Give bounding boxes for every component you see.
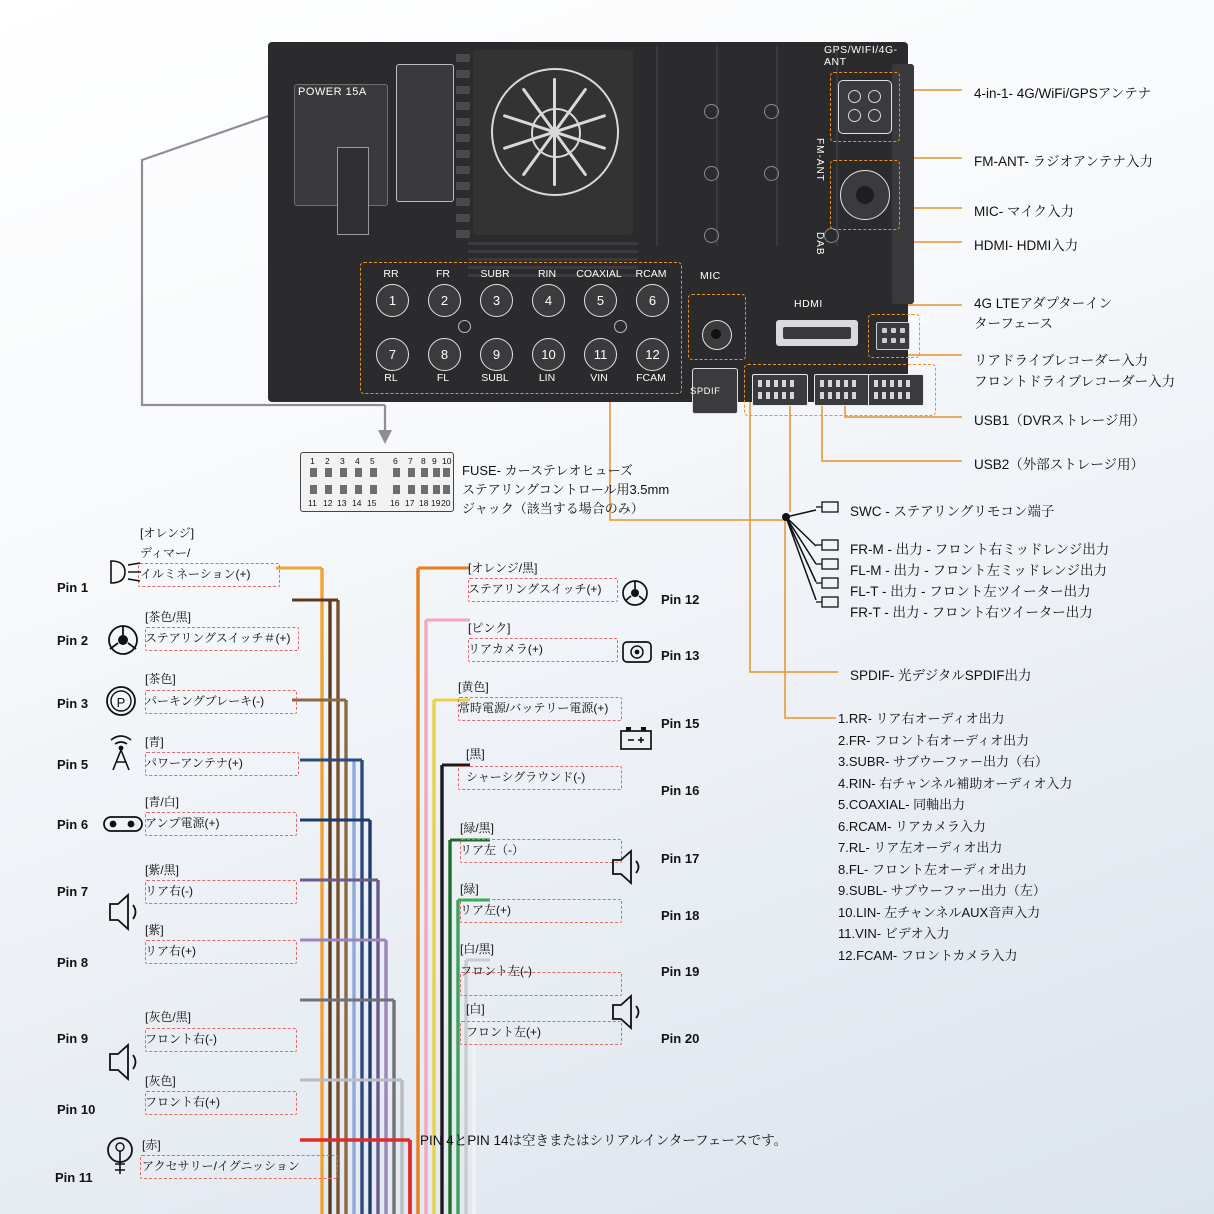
rca-jack-11: 11 [584, 338, 617, 371]
pin10-color: [灰色] [145, 1074, 176, 1088]
fuse-note-line1: FUSE- カーステレオヒューズ [462, 463, 633, 478]
rca-list-item: 9.SUBL- サブウーファー出力（左） [838, 883, 1046, 898]
fuse-pin-num: 7 [408, 456, 413, 466]
pin1-desc1: ディマー/ [140, 546, 191, 560]
swc-item-fl-t: FL-T - 出力 - フロント左ツイーター出力 [850, 584, 1091, 599]
pin6-label: Pin 6 [57, 817, 89, 832]
callout-4g-lte: 4G LTEアダプターイン ターフェース [974, 296, 1113, 331]
rca-jack-6: 6 [636, 284, 669, 317]
fm-antenna-label: FM-ANT [814, 138, 825, 182]
pin13-color: [ピンク] [468, 621, 511, 635]
rca-jack-9: 9 [480, 338, 513, 371]
hdmi-label: HDMI [794, 298, 823, 310]
pin16-label: Pin 16 [661, 783, 700, 798]
footnote: PIN 4とPIN 14は空きまたはシリアルインターフェースです。 [420, 1133, 788, 1148]
head-unit-body [268, 42, 931, 402]
rca-list-item: 11.VIN- ビデオ入力 [838, 926, 950, 941]
gps-wifi-4g-antenna-port [838, 80, 892, 134]
pin12-color: [オレンジ/黒] [468, 561, 538, 575]
usb-header-1 [752, 374, 808, 406]
pin17-label: Pin 17 [661, 851, 700, 866]
fuse-pin-num: 15 [367, 498, 377, 508]
fuse-pin-num: 18 [419, 498, 429, 508]
pin5-desc1: パワーアンテナ(+) [145, 756, 243, 770]
pin1-color: [オレンジ] [140, 526, 195, 540]
steering-wheel-icon [105, 622, 145, 662]
pin17-desc1: リア左（-） [460, 843, 524, 857]
pin13-desc1: リアカメラ(+) [468, 642, 543, 656]
pin1-desc2: イルミネーション(+) [140, 567, 251, 581]
fuse-pin-num: 1 [310, 456, 315, 466]
rca-jack-2: 2 [428, 284, 461, 317]
pin11-color: [赤] [142, 1138, 161, 1152]
power-connector [294, 84, 388, 206]
usb-header-2 [814, 374, 870, 406]
callout-front-dvr: フロントドライブレコーダー入力 [974, 374, 1176, 389]
pin15-label: Pin 15 [661, 716, 700, 731]
pin1-label: Pin 1 [57, 580, 89, 595]
rca-jack-3: 3 [480, 284, 513, 317]
rca-list-item: 12.FCAM- フロントカメラ入力 [838, 947, 1018, 963]
pin12-label: Pin 12 [661, 592, 700, 607]
rca-list-item: 7.RL- リア左オーディオ出力 [838, 840, 1003, 855]
fuse-pin-num: 3 [340, 456, 345, 466]
callout-hdmi: HDMI- HDMI入力 [974, 238, 1079, 253]
pin20-desc1: フロント左(+) [466, 1025, 542, 1039]
callout-mic: MIC- マイク入力 [974, 204, 1074, 219]
rca-list-item: 6.RCAM- リアカメラ入力 [838, 818, 986, 834]
rca-jack-12: 12 [636, 338, 669, 371]
pin5-label: Pin 5 [57, 757, 89, 772]
battery-icon [617, 722, 657, 758]
fuse-pin-num: 6 [393, 456, 398, 466]
amp-power-icon [100, 811, 148, 839]
rca-function-list [838, 708, 1178, 966]
power-pin-header [337, 147, 369, 235]
pin5-color: [青] [145, 735, 164, 749]
pin8-color: [紫] [145, 923, 164, 937]
fuse-pin-num: 19 [431, 498, 441, 508]
fuse-pin-num: 12 [323, 498, 333, 508]
callout-4in1-antenna: 4-in-1- 4G/WiFi/GPSアンテナ [974, 86, 1152, 101]
steering-wheel-icon [620, 578, 654, 612]
pin9-desc1: フロント右(-) [145, 1032, 217, 1046]
rca-list-item: 10.LIN- 左チャンネルAUX音声入力 [838, 904, 1041, 920]
pin16-desc1: シャーシグラウンド(-) [466, 770, 586, 784]
pin20-color: [白] [466, 1002, 485, 1016]
pin3-label: Pin 3 [57, 696, 89, 711]
rca-label-rr: RR [383, 268, 399, 280]
fuse-pin-num: 9 [432, 456, 437, 466]
pin19-desc1: フロント左(-) [460, 964, 532, 978]
ignition-key-icon [100, 1134, 144, 1188]
pin18-label: Pin 18 [661, 908, 700, 923]
fuse-note-line3: ジャック（該当する場合のみ） [462, 501, 644, 516]
iso-connector [396, 64, 454, 202]
sim-label: SIM [910, 314, 931, 326]
pin19-label: Pin 19 [661, 964, 700, 979]
spdif-label: SPDIF [690, 386, 721, 397]
camera-icon [620, 637, 654, 667]
svg-text:P: P [116, 695, 126, 710]
pin9-label: Pin 9 [57, 1031, 89, 1046]
fuse-pin-num: 16 [390, 498, 400, 508]
rca-list-item: 3.SUBR- サブウーファー出力（右） [838, 754, 1048, 769]
pin2-desc1: ステアリングスイッチ＃(+) [145, 631, 291, 645]
callout-usb1: USB1（DVRストレージ用） [974, 413, 1146, 428]
pin9-color: [灰色/黒] [145, 1010, 192, 1024]
rca-list-item: 5.COAXIAL- 同軸出力 [838, 797, 966, 812]
rca-jack-4: 4 [532, 284, 565, 317]
pin7-color: [紫/黒] [145, 863, 180, 877]
fuse-pin-num: 20 [441, 498, 451, 508]
pin15-color: [黄色] [458, 680, 489, 694]
fuse-pin-num: 5 [370, 456, 375, 466]
mic-label: MIC [700, 270, 721, 282]
rca-jack-10: 10 [532, 338, 565, 371]
pin17-color: [緑/黒] [460, 821, 495, 835]
speaker-icon [100, 1038, 148, 1086]
pin13-label: Pin 13 [661, 648, 700, 663]
gps-antenna-label: GPS/WIFI/4G-ANT [824, 44, 898, 68]
harness-connector [300, 452, 454, 512]
fuse-pin-num: 17 [405, 498, 415, 508]
fuse-pin-num: 11 [308, 498, 317, 508]
rca-label-subr: SUBR [480, 268, 510, 280]
pin7-desc1: リア右(-) [145, 884, 193, 898]
pin18-desc1: リア左(+) [460, 903, 512, 917]
rca-jack-1: 1 [376, 284, 409, 317]
rca-label-lin: LIN [538, 372, 556, 384]
swc-item-fr-t: FR-T - 出力 - フロント右ツイーター出力 [850, 605, 1093, 620]
swc-title: SWC - ステアリングリモコン端子 [850, 504, 1055, 519]
pin6-desc1: アンプ電源(+) [145, 816, 220, 830]
fuse-note-line2: ステアリングコントロール用3.5mm [462, 482, 670, 497]
fuse-pin-num: 10 [442, 456, 452, 466]
power-label: POWER 15A [298, 86, 367, 98]
swc-item-fl-m: FL-M - 出力 - フロント左ミッドレンジ出力 [850, 563, 1108, 578]
pin15-desc1: 常時電源/バッテリー電源(+) [458, 701, 609, 715]
speaker-icon [100, 888, 148, 936]
pin19-color: [白/黒] [460, 942, 495, 956]
fuse-pin-num: 13 [337, 498, 347, 508]
rca-label-fr: FR [436, 268, 450, 280]
pin8-label: Pin 8 [57, 955, 89, 970]
pin18-color: [緑] [460, 882, 479, 896]
fm-antenna-port [840, 170, 890, 220]
sim-slot [876, 322, 910, 350]
pin2-color: [茶色/黒] [145, 610, 192, 624]
rca-list-item: 1.RR- リア右オーディオ出力 [838, 711, 1005, 726]
rca-jack-8: 8 [428, 338, 461, 371]
rca-label-fl: FL [436, 372, 450, 384]
pin6-color: [青/白] [145, 795, 180, 809]
pin3-color: [茶色] [145, 672, 176, 686]
fan-icon [491, 68, 619, 196]
rca-list-item: 2.FR- フロント右オーディオ出力 [838, 732, 1030, 748]
pin3-desc1: パーキングブレーキ(-) [145, 694, 265, 708]
fan-housing [473, 50, 633, 235]
rca-jack-7: 7 [376, 338, 409, 371]
pin12-desc1: ステアリングスイッチ(+) [468, 582, 602, 596]
pin10-desc1: フロント右(+) [145, 1095, 221, 1109]
pin2-label: Pin 2 [57, 633, 89, 648]
fuse-pin-num: 2 [325, 456, 330, 466]
rca-label-rl: RL [384, 372, 398, 384]
pin20-label: Pin 20 [661, 1031, 700, 1046]
rca-label-subl: SUBL [481, 372, 509, 384]
mic-jack [702, 320, 732, 350]
rca-label-vin: VIN [590, 372, 608, 384]
callout-usb2: USB2（外部ストレージ用） [974, 457, 1144, 472]
callout-rear-dvr: リアドライブレコーダー入力 [974, 353, 1149, 368]
rca-list-item: 4.RIN- 右チャンネル補助オーディオ入力 [838, 775, 1073, 791]
pin8-desc1: リア右(+) [145, 944, 197, 958]
rca-label-fcam: FCAM [636, 372, 666, 384]
pin11-label: Pin 11 [55, 1170, 93, 1185]
fuse-pin-num: 14 [352, 498, 362, 508]
rca-list-item: 8.FL- フロント左オーディオ出力 [838, 861, 1027, 877]
rca-label-coaxial: COAXIAL [576, 268, 622, 280]
rca-label-rin: RIN [537, 268, 557, 280]
rca-label-rcam: RCAM [635, 268, 667, 280]
swc-item-fr-m: FR-M - 出力 - フロント右ミッドレンジ出力 [850, 542, 1110, 557]
dab-label: DAB [814, 232, 825, 256]
pin7-label: Pin 7 [57, 884, 89, 899]
usb-header-3 [868, 374, 924, 406]
fuse-pin-num: 8 [421, 456, 426, 466]
pin11-desc1: アクセサリー/イグニッション [142, 1159, 300, 1173]
pin10-label: Pin 10 [57, 1102, 96, 1117]
callout-fm-antenna: FM-ANT- ラジオアンテナ入力 [974, 154, 1154, 169]
hdmi-port [776, 320, 858, 346]
fuse-pin-num: 4 [355, 456, 360, 466]
rca-jack-5: 5 [584, 284, 617, 317]
pin16-color: [黒] [466, 747, 485, 761]
antenna-icon [98, 728, 144, 772]
parking-brake-icon [103, 684, 143, 724]
callout-spdif: SPDIF- 光デジタルSPDIF出力 [850, 668, 1032, 683]
